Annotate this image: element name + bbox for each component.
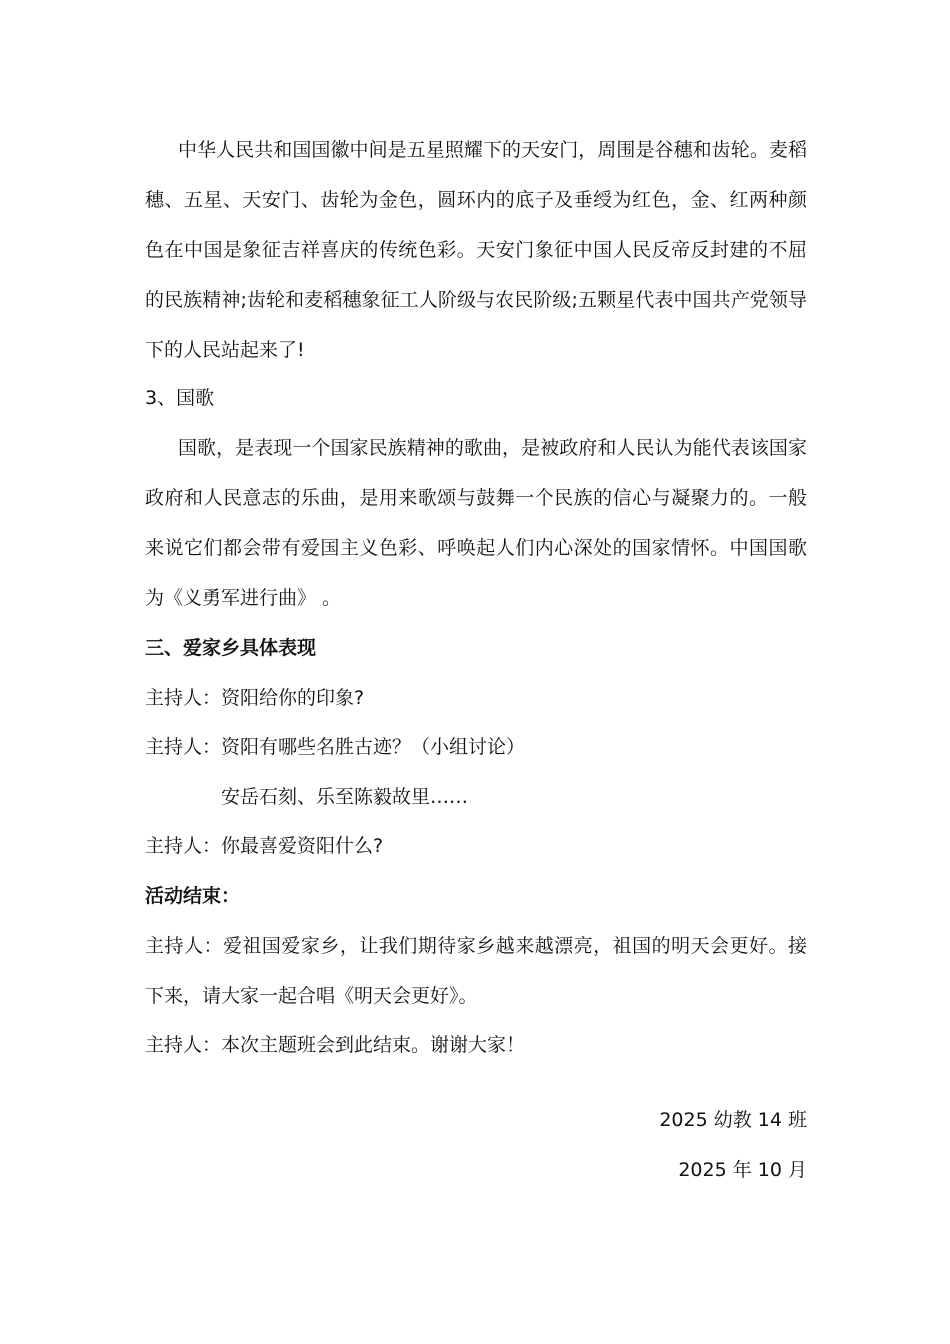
activity-end-heading: 活动结束： — [145, 885, 241, 907]
emblem-paragraph: 中华人民共和国国徽中间是五星照耀下的天安门，周围是谷穗和齿轮。麦稻穗、五星、天安门、齿轮为金色，圆环内的底子及垂绶为红色，金、红两种颜色在中国是象征吉祥喜庆的传统色彩。天安门象征中国人民反帝反封建的不屈的民族精神;齿轮和麦稻穗象征工人阶级与农民阶级;五颗星代表中国共产党领导下的人民站起来了! — [145, 139, 807, 361]
anthem-heading: 3、国歌 — [145, 387, 215, 409]
host-line: 主持人：资阳有哪些名胜古迹？（小组讨论） — [145, 736, 526, 758]
signature-date: 2025 年 10 月 — [678, 1159, 807, 1181]
host-line: 主持人：本次主题班会到此结束。谢谢大家！ — [145, 1034, 526, 1056]
host-line: 主持人：资阳给你的印象? — [145, 687, 365, 709]
section-heading-love-hometown: 三、爱家乡具体表现 — [145, 637, 317, 659]
closing-paragraph: 主持人：爱祖国爱家乡，让我们期待家乡越来越漂亮，祖国的明天会更好。接下来，请大家一起合唱《明天会更好》。 — [145, 935, 807, 1007]
anthem-paragraph: 国歌，是表现一个国家民族精神的歌曲，是被政府和人民认为能代表该国家政府和人民意志的乐曲，是用来歌颂与鼓舞一个民族的信心与凝聚力的。一般来说它们都会带有爱国主义色彩、呼唤起人们内心深处的国家情怀。中国国歌为《义勇军进行曲》 。 — [145, 437, 807, 609]
answer-line: 安岳石刻、乐至陈毅故里…… — [221, 786, 469, 808]
signature-class: 2025 幼教 14 班 — [659, 1109, 807, 1131]
host-line: 主持人：你最喜爱资阳什么? — [145, 835, 384, 857]
